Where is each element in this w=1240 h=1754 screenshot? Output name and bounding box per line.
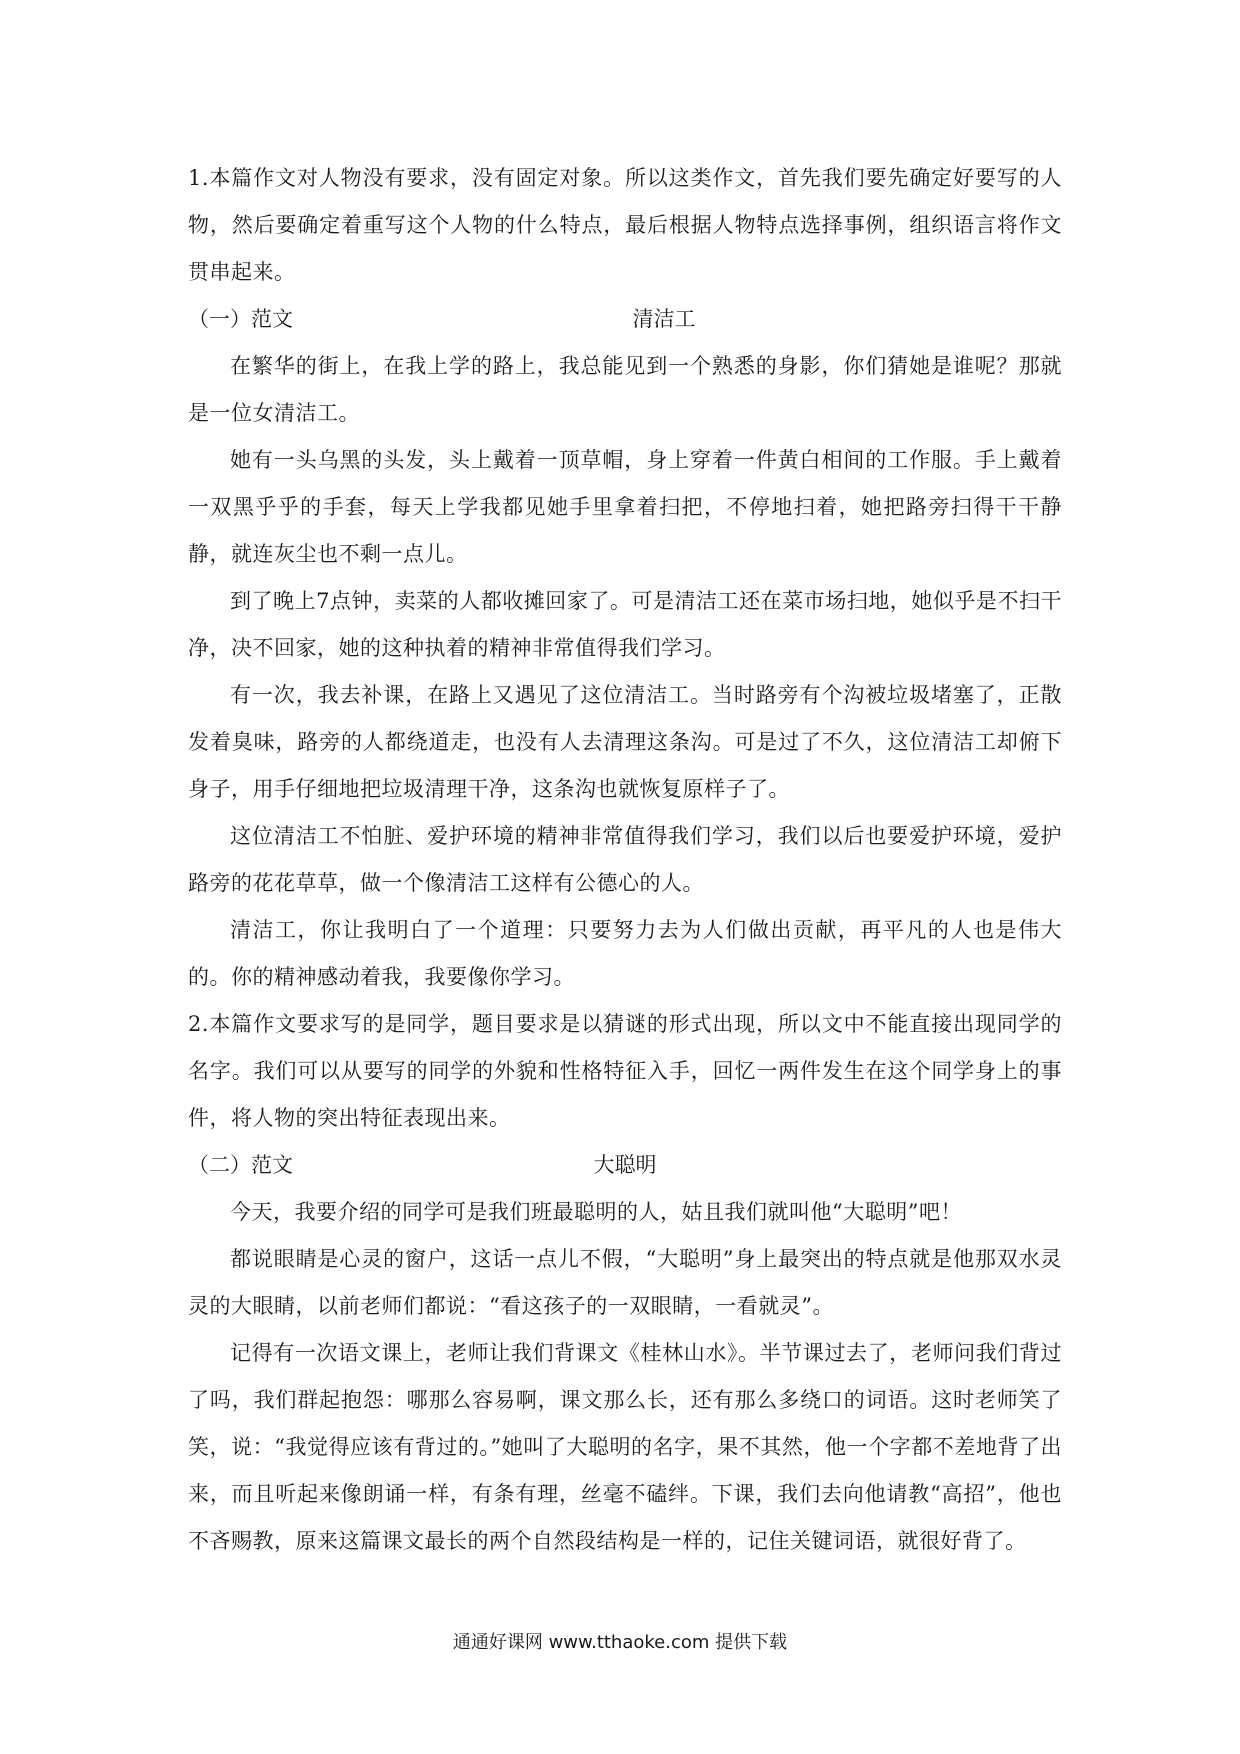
essay-1-paragraph: 到了晚上7点钟，卖菜的人都收摊回家了。可是清洁工还在菜市场扫地，她似乎是不扫干净，决不回家，她的这种执着的精神非常值得我们学习。 (188, 589, 1062, 660)
essay-1-paragraph: 这位清洁工不怕脏、爱护环境的精神非常值得我们学习，我们以后也要爱护环境，爱护路旁的花花草草，做一个像清洁工这样有公德心的人。 (188, 824, 1062, 895)
page-footer: 通通好课网 www.tthaoke.com 提供下载 (452, 1632, 788, 1653)
section-1-intro: 1.本篇作文对人物没有要求，没有固定对象。所以这类作文，首先我们要先确定好要写的人物，然后要确定着重写这个人物的什么特点，最后根据人物特点选择事例，组织语言将作文贯串起来。 (188, 166, 1062, 284)
essay-1-paragraph: 在繁华的街上，在我上学的路上，我总能见到一个熟悉的身影，你们猜她是谁呢？那就是一位女清洁工。 (188, 354, 1062, 425)
essay-1-paragraph: 有一次，我去补课，在路上又遇见了这位清洁工。当时路旁有个沟被垃圾堵塞了，正散发着臭味，路旁的人都绕道走，也没有人去清理这条沟。可是过了不久，这位清洁工却俯下身子，用手仔细地把垃圾清理干净，这条沟也就恢复原样子了。 (188, 683, 1062, 801)
document-body (188, 155, 1062, 1565)
essay-2-paragraph: 都说眼睛是心灵的窗户，这话一点儿不假，“大聪明”身上最突出的特点就是他那双水灵灵的大眼睛，以前老师们都说：“看这孩子的一双眼睛，一看就灵”。 (188, 1247, 1062, 1318)
section-1-heading (188, 296, 1062, 343)
section-1-label: （一）范文 (188, 307, 293, 331)
section-1-title: 清洁工 (632, 307, 696, 331)
section-2-label: （二）范文 (188, 1153, 293, 1177)
section-2-heading (188, 1142, 1062, 1189)
essay-1-paragraph: 清洁工，你让我明白了一个道理：只要努力去为人们做出贡献，再平凡的人也是伟大的。你的精神感动着我，我要像你学习。 (188, 918, 1062, 989)
essay-1-paragraph: 她有一头乌黑的头发，头上戴着一顶草帽，身上穿着一件黄白相间的工作服。手上戴着一双黑乎乎的手套，每天上学我都见她手里拿着扫把，不停地扫着，她把路旁扫得干干静静，就连灰尘也不剩一点儿。 (188, 448, 1062, 566)
essay-2-paragraph: 记得有一次语文课上，老师让我们背课文《桂林山水》。半节课过去了，老师问我们背过了吗，我们群起抱怨：哪那么容易啊，课文那么长，还有那么多绕口的词语。这时老师笑了笑，说：“我觉得应该有背过的。”她叫了大聪明的名字，果不其然，他一个字都不差地背了出来，而且听起来像朗诵一样，有条有理，丝毫不磕绊。下课，我们去向他请教“高招”，他也不吝赐教，原来这篇课文最长的两个自然段结构是一样的，记住关键词语，就很好背了。 (188, 1341, 1062, 1553)
essay-2-paragraph: 今天，我要介绍的同学可是我们班最聪明的人，姑且我们就叫他“大聪明”吧！ (230, 1200, 962, 1224)
section-2-title: 大聪明 (593, 1153, 657, 1177)
section-2-intro: 2.本篇作文要求写的是同学，题目要求是以猜谜的形式出现，所以文中不能直接出现同学的名字。我们可以从要写的同学的外貌和性格特征入手，回忆一两件发生在这个同学身上的事件，将人物的突出特征表现出来。 (188, 1012, 1062, 1130)
